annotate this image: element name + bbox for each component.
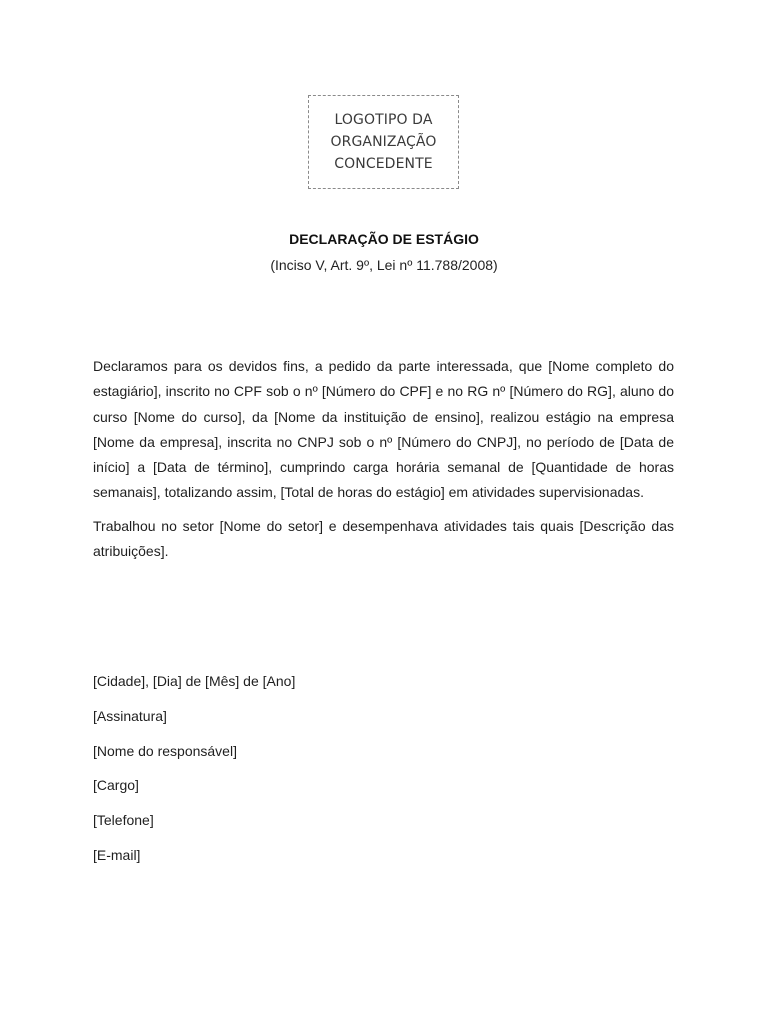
responsible-email: [E-mail] xyxy=(93,846,141,863)
document-title: DECLARAÇÃO DE ESTÁGIO xyxy=(289,231,479,247)
signature-field: [Assinatura] xyxy=(93,707,167,724)
document-subtitle: (Inciso V, Art. 9º, Lei nº 11.788/2008) xyxy=(270,257,498,273)
logo-placeholder xyxy=(308,95,459,189)
logo-line: ORGANIZAÇÃO xyxy=(330,134,437,150)
logo-line: LOGOTIPO DA xyxy=(334,112,433,128)
logo-line: CONCEDENTE xyxy=(334,156,433,172)
paragraph-declaration: Declaramos para os devidos fins, a pedido da parte interessada, que [Nome completo do estagiário], inscrito no CPF sob o nº [Número do CPF] e no RG nº [Número do RG], aluno do curso [Nome do curso], da [Nome da instituição de ensino], realizou estágio na empresa [Nome da empresa], inscrita no CNPJ sob o nº [Número do CNPJ], no período de [Data de início] a [Data de término], cumprindo carga horária semanal de [Quantidade de horas semanais], totalizando assim, [Total de horas do estágio] em atividades supervisionadas. xyxy=(93,358,674,501)
place-date: [Cidade], [Dia] de [Mês] de [Ano] xyxy=(93,673,296,689)
document-body xyxy=(93,354,674,572)
paragraph-activities: Trabalhou no setor [Nome do setor] e desempenhava atividades tais quais [Descrição das atribuições]. xyxy=(93,517,674,560)
signature-block xyxy=(93,670,674,879)
responsible-role: [Cargo] xyxy=(93,777,139,794)
responsible-phone: [Telefone] xyxy=(93,812,154,829)
responsible-name: [Nome do responsável] xyxy=(93,742,237,759)
